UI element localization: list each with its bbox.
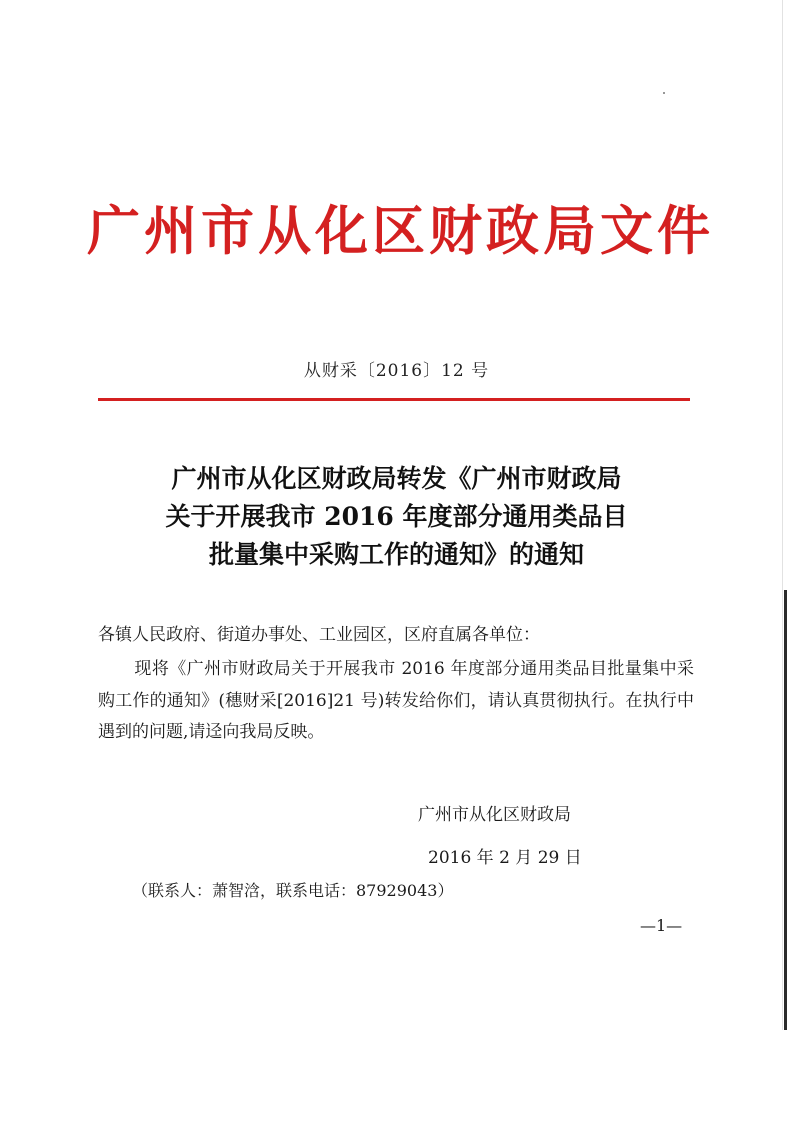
body-paragraph-text: 现将《广州市财政局关于开展我市 2016 年度部分通用类品目批量集中采购工作的通知》(穗财采[2016]21 号)转发给你们，请认真贯彻执行。在执行中遇到的问题,请迳向我局反映。 xyxy=(98,659,694,742)
title-line-1: 广州市从化区财政局转发《广州市财政局 xyxy=(171,464,622,493)
issuer-header: 广州市从化区财政局文件 xyxy=(87,201,714,262)
page-number: —1— xyxy=(640,916,683,935)
issue-date: 2016 年 2 月 29 日 xyxy=(428,848,582,868)
document-title xyxy=(0,460,793,574)
scan-speck xyxy=(663,92,665,94)
body-paragraph xyxy=(98,654,694,749)
title-line-3: 批量集中采购工作的通知》的通知 xyxy=(208,540,584,569)
title-line-2: 关于开展我市 2016 年度部分通用类品目 xyxy=(165,502,628,531)
red-separator-line xyxy=(98,398,690,401)
scan-edge-shadow xyxy=(784,590,787,1030)
issuer-signature: 广州市从化区财政局 xyxy=(418,805,571,825)
document-number: 从财采〔2016〕12 号 xyxy=(303,361,490,381)
contact-info: （联系人：萧智浛，联系电话：87929043） xyxy=(132,881,454,900)
recipients-line: 各镇人民政府、街道办事处、工业园区，区府直属各单位： xyxy=(98,625,540,645)
